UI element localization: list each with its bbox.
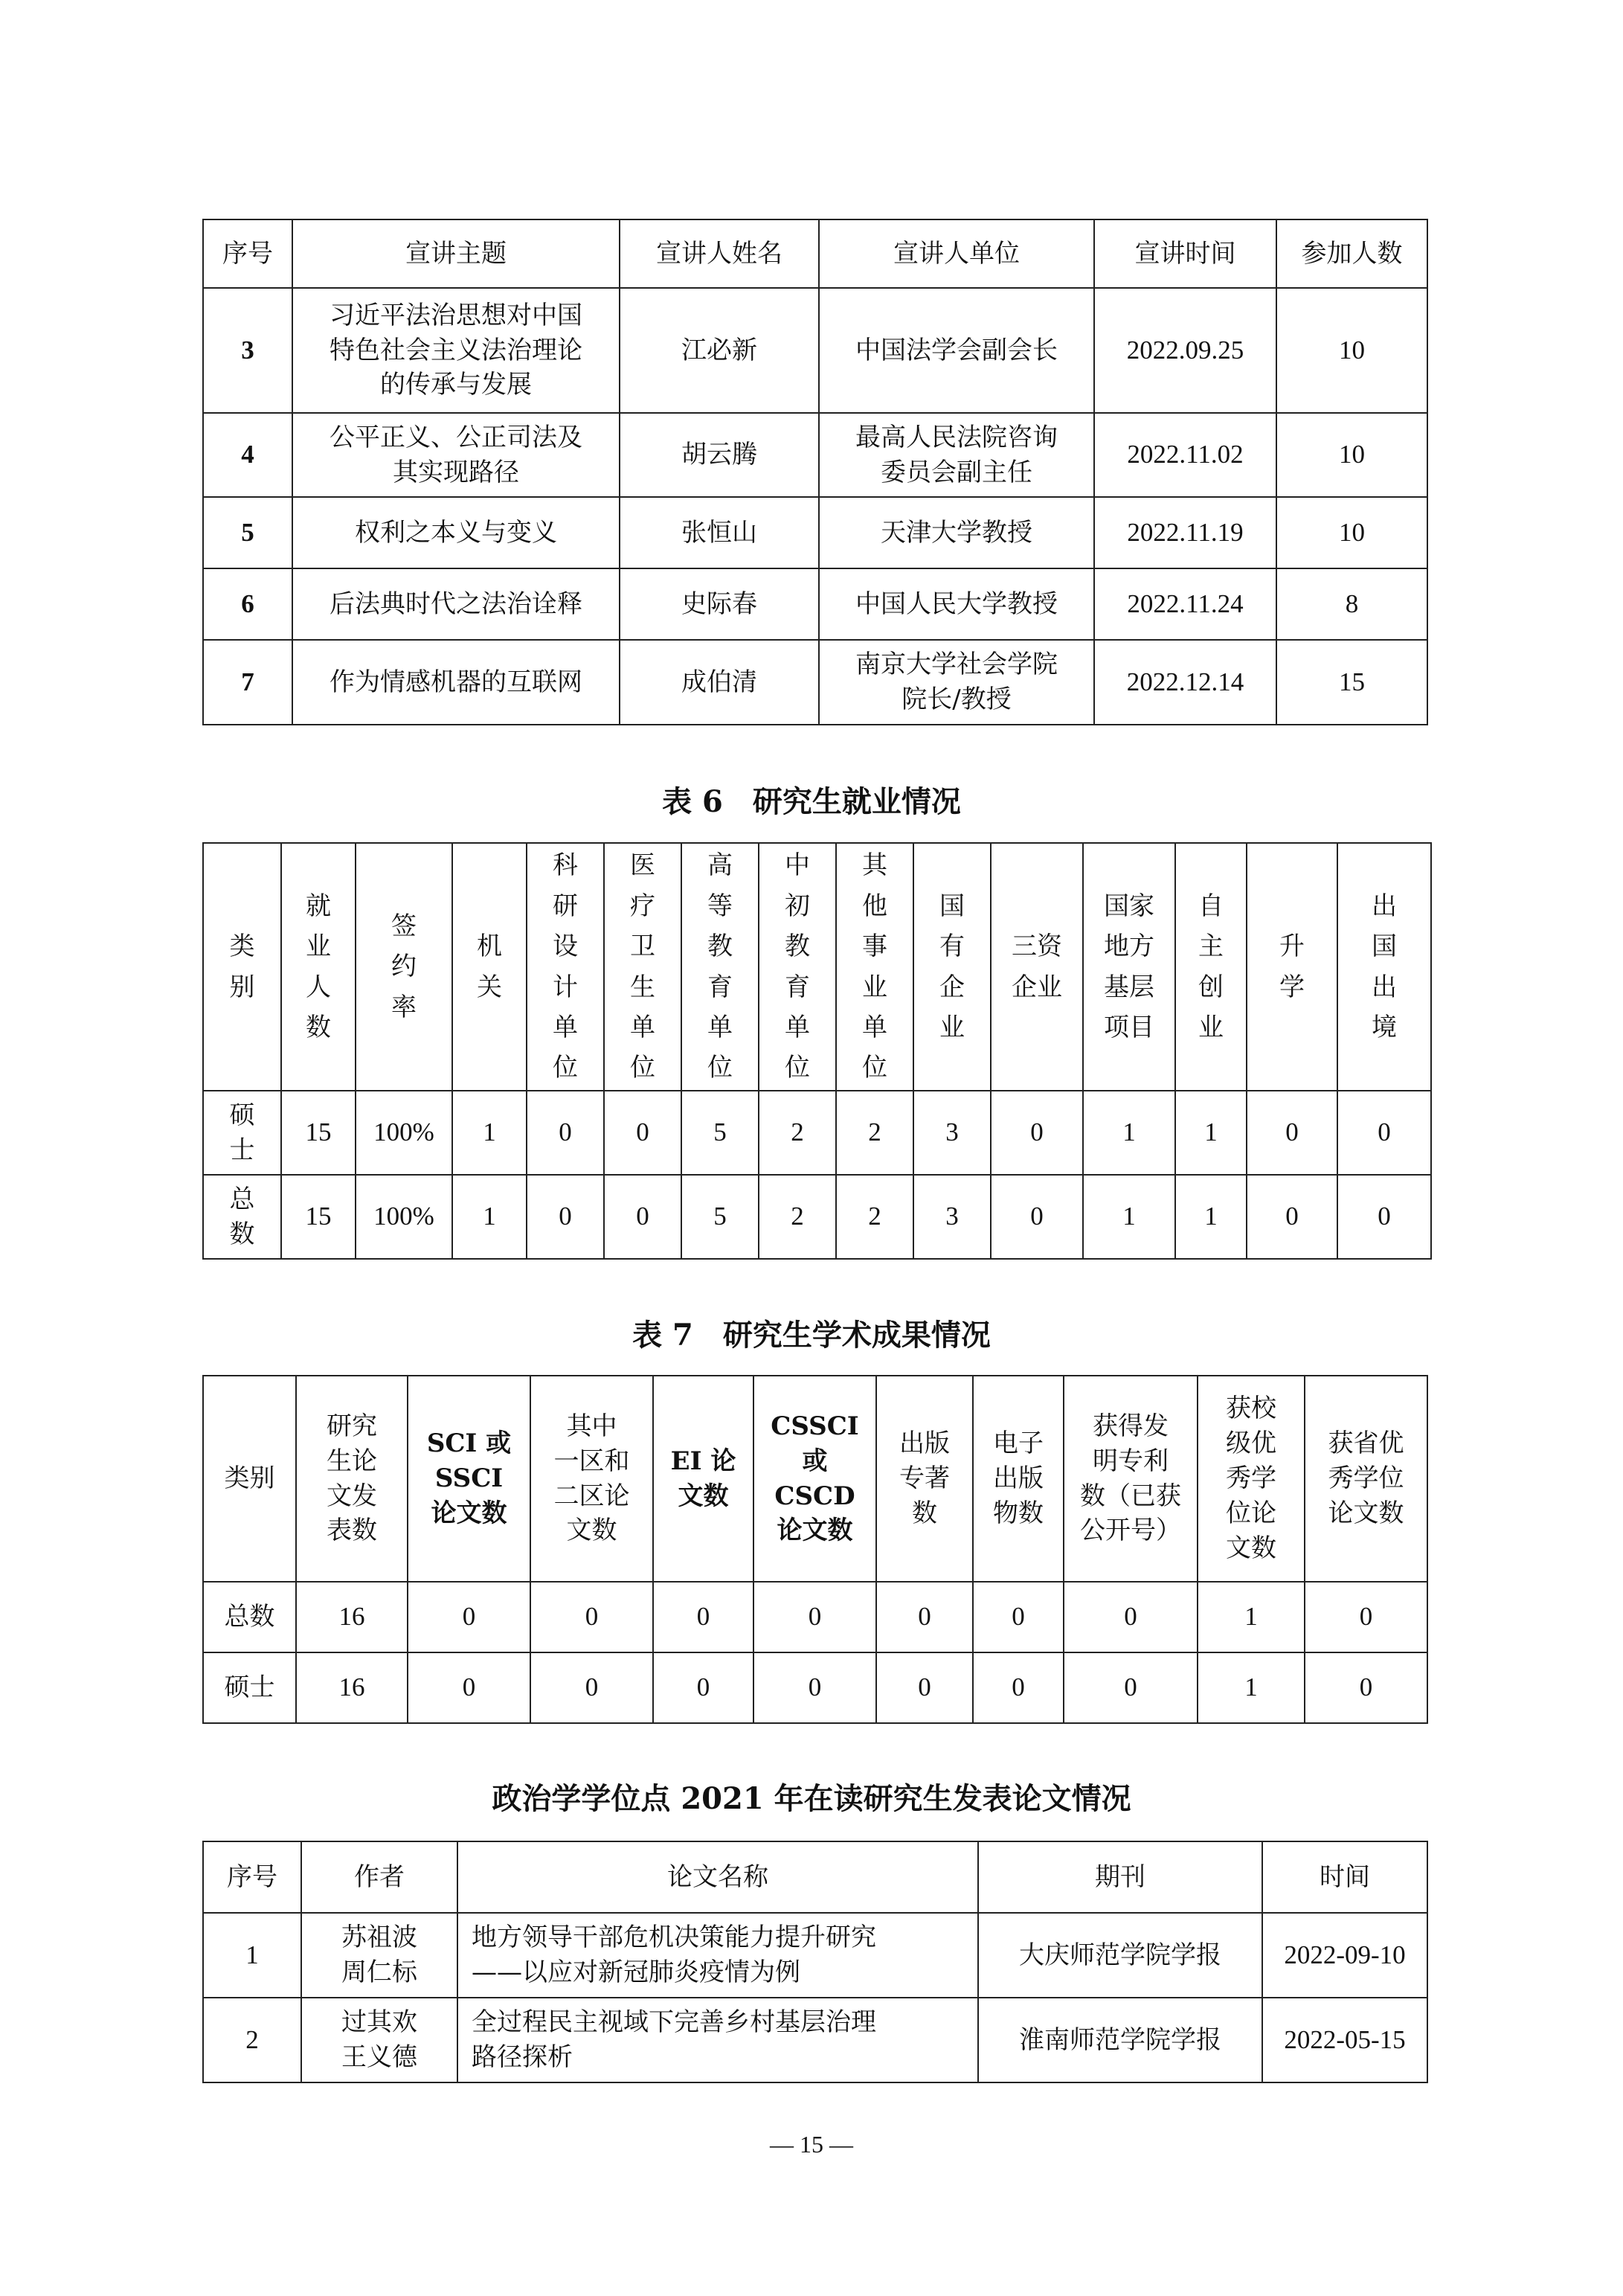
header-cell-line: 数 [306,1012,331,1042]
table7-title: 表 7 研究生学术成果情况 [632,1318,991,1353]
header-cell [1198,1376,1305,1582]
header-cell-line: 文数 [678,1481,729,1511]
header-cell-line: 论文数 [431,1498,507,1528]
row-number: 3 [203,288,292,413]
row-label: 总数 [203,1582,296,1652]
org-line: 委员会副主任 [881,457,1032,487]
date-cell: 2022.09.25 [1094,288,1276,413]
topic-line: 作为情感机器的互联网 [330,667,582,697]
value-cell: 16 [296,1582,408,1652]
header-cell-line: 关 [477,972,502,1002]
value-cell: 0 [973,1652,1064,1723]
papers-table [202,1841,1428,2083]
value-cell: 0 [753,1652,876,1723]
header-cell [991,843,1083,1091]
header-cell-line: 业 [862,972,887,1002]
header-cell-line: 位 [630,1053,655,1083]
value-cell: 0 [1337,1091,1431,1175]
header-cell-line: 约 [391,952,417,982]
header-cell-line: 二区论 [553,1481,630,1511]
value-cell: 0 [1064,1652,1198,1723]
papers-header-row [203,1841,1427,1913]
authors-cell [301,1998,457,2082]
value-cell: 1 [1083,1091,1175,1175]
speaker-cell: 成伯清 [620,640,819,725]
table-row [203,1091,1431,1175]
topic-line: 权利之本义与变义 [355,517,557,548]
count-cell: 8 [1276,568,1427,640]
topic-line: 公平正义、公正司法及 [330,422,582,452]
speaker-cell: 张恒山 [620,497,819,568]
header-cell-line: 论文数 [777,1516,853,1546]
count-cell: 10 [1276,497,1427,568]
value-cell: 0 [753,1582,876,1652]
value-cell: 2 [759,1175,836,1259]
value-cell: 5 [681,1175,759,1259]
header-cell-line: 文数 [1226,1533,1276,1563]
header-cell-line: 专著 [899,1463,950,1494]
speaker-cell: 江必新 [620,288,819,413]
header-cell-line: 明专利 [1093,1446,1169,1476]
value-cell: 100% [356,1091,452,1175]
header-cell: 序号 [203,1841,301,1913]
org-line: 中国人民大学教授 [855,589,1058,619]
header-cell-line: 医 [630,850,655,881]
header-cell-line: 等 [707,891,733,921]
speaker-cell: 史际春 [620,568,819,640]
value-cell: 2 [759,1091,836,1175]
topic-line: 后法典时代之法治诠释 [330,589,582,619]
value-cell: 3 [913,1175,991,1259]
header-cell-line: 他 [862,891,887,921]
header-cell [1247,843,1337,1091]
table-row [203,1175,1431,1259]
value-cell: 0 [991,1175,1083,1259]
row-number: 1 [203,1913,301,1998]
header-cell [1083,843,1175,1091]
header-cell-line: 卫 [630,931,655,962]
header-cell-line: 生论 [327,1446,377,1476]
header-cell-line: 业 [939,1012,965,1042]
header-cell: 作者 [301,1841,457,1913]
org-line: 院长/教授 [902,684,1012,714]
header-cell: 宣讲人单位 [819,219,1094,288]
header-cell [452,843,527,1091]
academic-header-row [203,1376,1427,1582]
value-cell: 0 [408,1582,530,1652]
paper-title-line: 路径探析 [472,2042,573,2072]
header-cell-line: 有 [939,931,965,962]
header-cell-line: 物数 [993,1498,1044,1528]
header-cell-line: 位论 [1226,1498,1276,1528]
journal-cell: 淮南师范学院学报 [978,1998,1262,2082]
table-row [203,1652,1427,1723]
journal-cell: 大庆师范学院学报 [978,1913,1262,1998]
value-cell: 5 [681,1091,759,1175]
header-cell-line: SCI 或 [426,1428,512,1459]
employment-table [202,842,1432,1260]
header-cell [296,1376,408,1582]
header-cell-line: 秀学 [1226,1463,1276,1494]
header-cell [753,1376,876,1582]
header-cell: 参加人数 [1276,219,1427,288]
table-row [203,640,1427,725]
header-cell-line: 主 [1198,931,1224,962]
header-cell-line: 别 [229,972,255,1002]
value-cell: 0 [1247,1091,1337,1175]
value-cell: 0 [1305,1582,1427,1652]
topic-cell [292,288,620,413]
value-cell: 16 [296,1652,408,1723]
header-cell [759,843,836,1091]
header-cell-line: 表数 [327,1516,377,1546]
header-cell [1305,1376,1427,1582]
header-cell-line: 学 [1279,972,1305,1002]
header-cell-line: 中 [785,850,810,881]
header-cell-line: 位 [862,1053,887,1083]
header-cell-line: 出 [1372,972,1397,1002]
value-cell: 1 [452,1091,527,1175]
author: 苏祖波 [341,1923,417,1953]
header-cell [876,1376,973,1582]
topic-line: 的传承与发展 [380,370,532,400]
header-cell-line: 率 [391,992,417,1022]
header-cell-line: 公开号） [1080,1516,1181,1546]
header-cell-line: 位 [553,1053,578,1083]
lecture-header-row [203,219,1427,288]
header-cell-line: 获省优 [1328,1428,1404,1459]
org-cell [819,413,1094,497]
org-cell [819,497,1094,568]
header-cell-line: 文发 [327,1481,377,1511]
value-cell: 0 [604,1091,681,1175]
topic-cell [292,413,620,497]
header-cell-line: 单 [630,1012,655,1042]
value-cell: 1 [1175,1091,1247,1175]
value-cell: 0 [530,1652,653,1723]
author: 周仁标 [341,1957,417,1987]
table-row [203,288,1427,413]
author: 过其欢 [341,2007,417,2038]
value-cell: 0 [1305,1652,1427,1723]
header-cell-line: 育 [785,972,810,1002]
header-cell-line: 机 [477,931,502,962]
value-cell: 0 [973,1582,1064,1652]
header-cell: 时间 [1262,1841,1427,1913]
header-cell-line: 单 [553,1012,578,1042]
value-cell: 0 [527,1091,604,1175]
header-cell-line: 基层 [1104,972,1154,1002]
header-cell: 期刊 [978,1841,1262,1913]
header-cell-line: 企业 [1012,972,1062,1002]
row-number: 2 [203,1998,301,2082]
paper-title-cell [457,1913,978,1998]
value-cell: 0 [653,1652,753,1723]
header-cell-line: 其中 [566,1411,617,1441]
header-cell-line: 国 [1372,931,1397,962]
value-cell: 2 [836,1175,913,1259]
header-cell-line: CSSCI [771,1411,859,1441]
topic-line: 特色社会主义法治理论 [330,335,582,365]
header-cell [1337,843,1431,1091]
header-cell: 论文名称 [457,1841,978,1913]
header-cell-line: 教 [707,931,733,962]
header-cell-line: 一区和 [553,1446,630,1476]
header-cell-line: CSCD [774,1481,855,1511]
value-cell: 1 [1198,1652,1305,1723]
org-line: 南京大学社会学院 [855,650,1058,680]
header-cell-line: 升 [1279,931,1305,962]
employment-header-row [203,843,1431,1091]
header-cell [527,843,604,1091]
row-number: 7 [203,640,292,725]
header-cell-line: 业 [1198,1012,1224,1042]
header-cell: 宣讲时间 [1094,219,1276,288]
org-cell [819,568,1094,640]
value-cell: 15 [281,1091,356,1175]
header-cell [604,843,681,1091]
row-label: 硕士 [203,1652,296,1723]
org-cell [819,640,1094,725]
date-cell: 2022.11.24 [1094,568,1276,640]
table-row [203,568,1427,640]
value-cell: 0 [876,1582,973,1652]
header-cell [281,843,356,1091]
header-cell [1064,1376,1198,1582]
header-cell-line: 生 [630,972,655,1002]
header-cell-line: 获校 [1226,1394,1276,1424]
value-cell: 100% [356,1175,452,1259]
header-cell-line: 单 [707,1012,733,1042]
table-row [203,1998,1427,2082]
row-number: 5 [203,497,292,568]
header-cell-line: 类别 [224,1463,275,1494]
org-line: 天津大学教授 [881,517,1032,548]
value-cell: 15 [281,1175,356,1259]
header-cell-line: 育 [707,972,733,1002]
value-cell: 0 [1247,1175,1337,1259]
row-label-line: 数 [229,1219,255,1249]
papers-title: 政治学学位点 2021 年在读研究生发表论文情况 [492,1781,1131,1816]
header-cell-line: 出 [1372,891,1397,921]
header-cell-line: 单 [862,1012,887,1042]
value-cell: 0 [527,1175,604,1259]
row-label-line: 总 [229,1184,255,1214]
date-cell: 2022-09-10 [1262,1913,1427,1998]
value-cell: 0 [604,1175,681,1259]
value-cell: 0 [876,1652,973,1723]
header-cell-line: 其 [862,850,887,881]
page-number: — 15 — [770,2131,853,2158]
topic-line: 其实现路径 [393,457,519,487]
date-cell: 2022.11.19 [1094,497,1276,568]
topic-line: 习近平法治思想对中国 [330,300,582,330]
header-cell-line: 位 [785,1053,810,1083]
header-cell-line: SSCI [434,1463,504,1494]
count-cell: 10 [1276,413,1427,497]
header-cell-line: 出版 [993,1463,1044,1494]
header-cell-line: 设 [553,931,578,962]
date-cell: 2022.12.14 [1094,640,1276,725]
header-cell [681,843,759,1091]
value-cell: 1 [1198,1582,1305,1652]
header-cell-line: 就 [306,891,331,921]
paper-title-line: ——以应对新冠肺炎疫情为例 [472,1957,800,1987]
org-line: 中国法学会副会长 [855,335,1058,365]
org-cell [819,288,1094,413]
row-label [203,1175,281,1259]
header-cell-line: 初 [785,891,810,921]
header-cell-line: 出版 [899,1428,950,1459]
value-cell: 1 [452,1175,527,1259]
row-label-line: 硕 [229,1100,255,1130]
academic-output-table [202,1375,1428,1724]
header-cell-line: 签 [391,911,417,941]
header-cell: 宣讲人姓名 [620,219,819,288]
paper-title-line: 地方领导干部危机决策能力提升研究 [472,1923,876,1953]
value-cell: 0 [530,1582,653,1652]
header-cell-line: EI 论 [670,1446,736,1476]
author: 王义德 [341,2042,417,2072]
header-cell [1175,843,1247,1091]
header-cell-line: 秀学位 [1328,1463,1404,1494]
org-line: 最高人民法院咨询 [855,422,1058,452]
header-cell [653,1376,753,1582]
header-cell [203,1376,296,1582]
header-cell-line: 人 [306,972,331,1002]
authors-cell [301,1913,457,1998]
header-cell-line: 地方 [1104,931,1154,962]
table6-title: 表 6 研究生就业情况 [662,784,961,819]
value-cell: 2 [836,1091,913,1175]
table-row [203,413,1427,497]
paper-title-cell [457,1998,978,2082]
header-cell [530,1376,653,1582]
count-cell: 15 [1276,640,1427,725]
value-cell: 0 [1337,1175,1431,1259]
header-cell [203,843,281,1091]
header-cell-line: 项目 [1104,1012,1154,1042]
value-cell: 1 [1175,1175,1247,1259]
value-cell: 0 [408,1652,530,1723]
topic-cell [292,568,620,640]
header-cell-line: 文数 [566,1516,617,1546]
header-cell-line: 科 [553,850,578,881]
speaker-cell: 胡云腾 [620,413,819,497]
header-cell-line: 高 [707,850,733,881]
header-cell [973,1376,1064,1582]
value-cell: 0 [991,1091,1083,1175]
header-cell-line: 教 [785,931,810,962]
header-cell-line: 国家 [1104,891,1154,921]
header-cell [836,843,913,1091]
table-row [203,1582,1427,1652]
header-cell-line: 自 [1198,891,1224,921]
value-cell: 1 [1083,1175,1175,1259]
header-cell [408,1376,530,1582]
header-cell: 宣讲主题 [292,219,620,288]
header-cell-line: 获得发 [1093,1411,1169,1441]
header-cell-line: 数（已获 [1080,1481,1181,1511]
header-cell-line: 位 [707,1053,733,1083]
row-label [203,1091,281,1175]
header-cell-line: 创 [1198,972,1224,1002]
header-cell-line: 计 [553,972,578,1002]
header-cell-line: 数 [912,1498,937,1528]
header-cell [356,843,452,1091]
row-label-line: 士 [229,1135,255,1165]
header-cell-line: 单 [785,1012,810,1042]
lecture-table [202,219,1428,725]
header-cell-line: 电子 [993,1428,1044,1459]
header-cell-line: 事 [862,931,887,962]
topic-cell [292,640,620,725]
count-cell: 10 [1276,288,1427,413]
date-cell: 2022.11.02 [1094,413,1276,497]
header-cell-line: 或 [802,1446,828,1476]
table-row [203,1913,1427,1998]
header-cell-line: 级优 [1226,1428,1276,1459]
header-cell: 序号 [203,219,292,288]
paper-title-line: 全过程民主视域下完善乡村基层治理 [472,2007,876,2038]
header-cell-line: 研究 [327,1411,377,1441]
header-cell-line: 三资 [1012,931,1062,962]
header-cell-line: 国 [939,891,965,921]
value-cell: 0 [653,1582,753,1652]
table-row [203,497,1427,568]
value-cell: 0 [1064,1582,1198,1652]
header-cell-line: 企 [939,972,965,1002]
value-cell: 3 [913,1091,991,1175]
date-cell: 2022-05-15 [1262,1998,1427,2082]
row-number: 6 [203,568,292,640]
header-cell-line: 论文数 [1328,1498,1404,1528]
header-cell-line: 类 [229,931,255,962]
row-number: 4 [203,413,292,497]
header-cell-line: 境 [1372,1012,1397,1042]
header-cell-line: 研 [553,891,578,921]
header-cell-line: 业 [306,931,331,962]
header-cell [913,843,991,1091]
header-cell-line: 疗 [630,891,655,921]
topic-cell [292,497,620,568]
